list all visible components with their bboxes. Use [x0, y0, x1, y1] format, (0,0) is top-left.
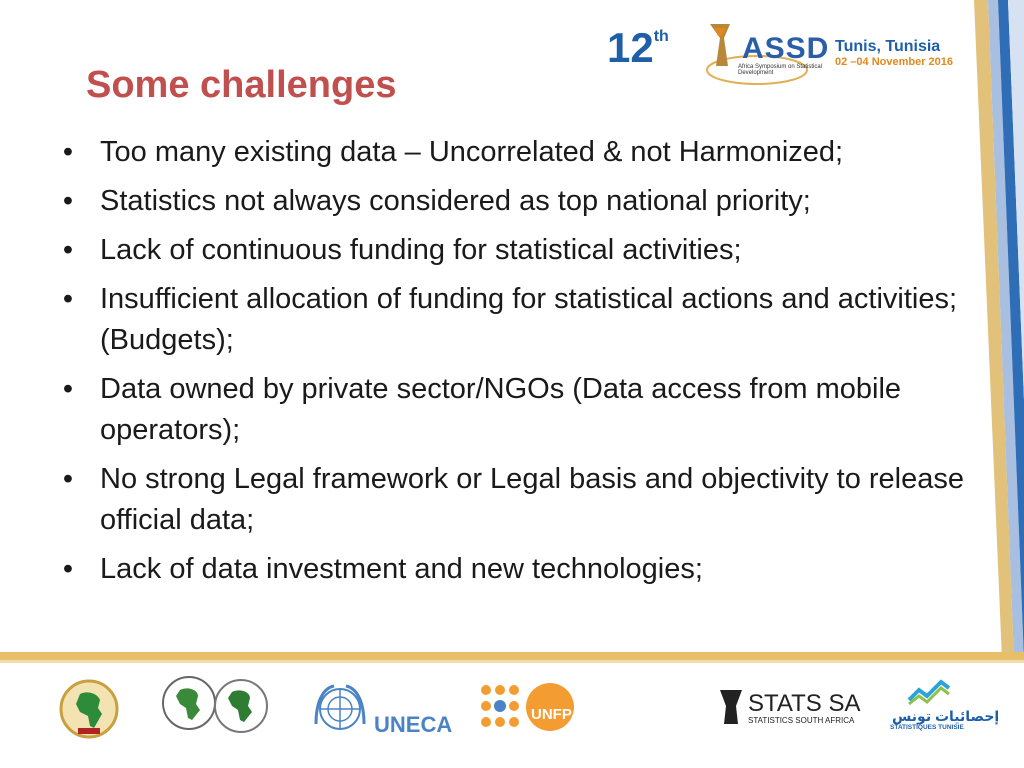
un-emblem-icon [310, 680, 370, 738]
bullet-text: Lack of data investment and new technologies; [100, 553, 703, 585]
statistiques-tunisie-arabic: إحصائيات تونس [892, 708, 1000, 724]
bullet-list [58, 132, 968, 598]
ecowas-logo-icon [212, 676, 270, 736]
statistiques-tunisie-label: STATISTIQUES TUNISIE [890, 724, 964, 731]
stats-sa-label: STATS SA [748, 690, 861, 717]
bullet-item [58, 132, 968, 173]
bullet-symbol: • [62, 553, 74, 585]
dates-label: 02 –04 November 2016 [835, 56, 954, 68]
sadc-logo-icon [160, 672, 218, 734]
uneca-label: UNECA [374, 712, 453, 737]
stats-sa-subtitle: STATISTICS SOUTH AFRICA [748, 716, 855, 725]
bullet-symbol: • [62, 463, 74, 495]
bullet-symbol: • [62, 283, 74, 315]
assd-logo-text: ASSD [742, 32, 830, 65]
bullet-symbol: • [62, 373, 74, 405]
bullet-item [58, 279, 968, 361]
bullet-text: No strong Legal framework or Legal basis and objectivity to release official data; [100, 463, 965, 536]
slide-title: Some challenges [86, 64, 397, 106]
statistiques-tunisie-logo-icon [905, 676, 953, 706]
bullet-item [58, 230, 968, 271]
bullet-item [58, 369, 968, 451]
bullet-text: Statistics not always considered as top national priority; [100, 185, 811, 217]
bullet-text: Data owned by private sector/NGOs (Data access from mobile operators); [100, 373, 902, 446]
african-union-logo-icon [58, 678, 120, 740]
stats-sa-drum-icon [718, 688, 744, 726]
location-label: Tunis, Tunisia [835, 38, 941, 55]
bullet-item [58, 549, 968, 590]
bullet-item [58, 459, 968, 541]
bullet-text: Insufficient allocation of funding for statistical actions and activities; (Budgets); [100, 283, 958, 356]
unfpa-label: UNFPA [531, 706, 582, 723]
edition-suffix: th [653, 28, 669, 45]
bullet-item [58, 181, 968, 222]
bullet-symbol: • [62, 136, 74, 168]
assd-logo-subtitle: Africa Symposium on Statistical Development [738, 64, 823, 76]
footer-band [0, 652, 1024, 660]
bullet-symbol: • [62, 234, 74, 266]
bullet-text: Too many existing data – Uncorrelated & not Harmonized; [100, 136, 844, 168]
edition-number: 12th [607, 24, 669, 71]
bullet-symbol: • [62, 185, 74, 217]
bullet-text: Lack of continuous funding for statistical activities; [100, 234, 742, 266]
footer-band-light [0, 660, 1024, 663]
decorative-stripes [974, 0, 1024, 660]
